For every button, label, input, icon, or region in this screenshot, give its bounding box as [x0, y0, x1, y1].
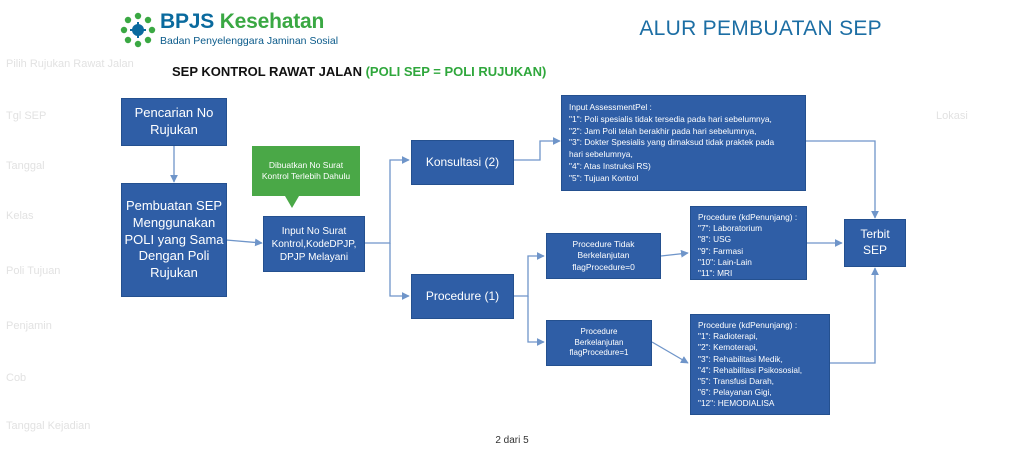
- ghost-line: Poli Tujuan: [6, 265, 61, 277]
- node-terbit-sep: Terbit SEP: [844, 219, 906, 267]
- penunjang-b-item: "2": Kemoterapi,: [698, 342, 758, 353]
- node-procedure: Procedure (1): [411, 274, 514, 319]
- ghost-line: Tgl SEP: [6, 110, 47, 122]
- logo-brand-bpjs: BPJS: [160, 10, 215, 33]
- callout-surat-kontrol: Dibuatkan No Surat Kontrol Terlebih Dahulu: [252, 146, 360, 196]
- node-pembuatan-sep: Pembuatan SEP Menggunakan POLI yang Sama Dengan Poli Rujukan: [121, 183, 227, 297]
- arrow-lanjut-penunjang-b: [652, 342, 688, 363]
- arrow-procedure-tidak: [514, 256, 544, 296]
- penunjang-a-title: Procedure (kdPenunjang) :: [698, 212, 798, 222]
- ghost-line: Kelas: [6, 210, 34, 222]
- ghost-line: Tanggal Kejadian: [6, 420, 91, 432]
- penunjang-b-item: "6": Pelayanan Gigi,: [698, 387, 772, 398]
- ghost-line: Pilih Rujukan Rawat Jalan: [6, 58, 134, 70]
- logo-subtitle: Badan Penyelenggara Jaminan Sosial: [160, 35, 339, 47]
- node-procedure-tidak-berkelanjutan: Procedure Tidak Berkelanjutan flagProcedure=0: [546, 233, 661, 279]
- node-assessment-pel: [561, 95, 806, 191]
- arrow-assessment-terbit: [806, 141, 875, 218]
- penunjang-a-item: "9": Farmasi: [698, 245, 744, 256]
- penunjang-a-item: "8": USG: [698, 234, 732, 245]
- arrow-procedure-lanjut: [528, 296, 544, 342]
- page-number: 2 dari 5: [495, 435, 529, 446]
- subtitle-main: SEP KONTROL RAWAT JALAN: [172, 64, 366, 79]
- ghost-line: Penjamin: [6, 320, 52, 332]
- slide-title: ALUR PEMBUATAN SEP: [639, 17, 882, 40]
- callout-tail: [285, 196, 299, 208]
- ghost-line: Cob: [6, 372, 27, 384]
- penunjang-b-item: "3": Rehabilitasi Medik,: [698, 353, 783, 364]
- node-konsultasi: Konsultasi (2): [411, 140, 514, 185]
- penunjang-b-item: "1": Radioterapi,: [698, 331, 758, 342]
- penunjang-a-item: "11": MRI: [698, 267, 733, 278]
- logo-brand-kesehatan: Kesehatan: [219, 10, 325, 33]
- ghost-line: Lokasi: [936, 110, 968, 122]
- node-input-surat-kontrol: Input No Surat Kontrol,KodeDPJP, DPJP Melayani: [263, 216, 365, 272]
- assessment-title: Input AssessmentPel :: [569, 102, 652, 112]
- assessment-item: "1": Poli spesialis tidak tersedia pada hari sebelumnya,: [569, 113, 772, 124]
- arrow-input-procedure: [390, 243, 409, 296]
- arrow-tidak-penunjang-a: [661, 253, 688, 256]
- assessment-item: "4": Atas Instruksi RS): [569, 160, 651, 171]
- arrow-input-konsultasi: [365, 160, 409, 243]
- node-pencarian-rujukan: Pencarian No Rujukan: [121, 98, 227, 146]
- node-penunjang-a: [690, 206, 807, 280]
- arrow-pembuatan-input: [226, 240, 262, 243]
- assessment-item: hari sebelumnya,: [569, 149, 633, 160]
- penunjang-a-item: "7": Laboratorium: [698, 223, 763, 234]
- ghost-line: Tanggal: [6, 160, 45, 172]
- node-procedure-berkelanjutan: Procedure Berkelanjutan flagProcedure=1: [546, 320, 652, 366]
- penunjang-b-title: Procedure (kdPenunjang) :: [698, 320, 798, 330]
- penunjang-b-item: "5": Transfusi Darah,: [698, 375, 774, 386]
- penunjang-b-item: "12": HEMODIALISA: [698, 398, 775, 409]
- penunjang-b-item: "4": Rehabilitasi Psikososial,: [698, 364, 803, 375]
- assessment-item: "5": Tujuan Kontrol: [569, 172, 639, 183]
- penunjang-a-item: "10": Lain-Lain: [698, 256, 752, 267]
- arrow-penunjang-b-terbit: [830, 268, 875, 363]
- subtitle-highlight: (POLI SEP = POLI RUJUKAN): [365, 64, 547, 79]
- assessment-item: "2": Jam Poli telah berakhir pada hari sebelumnya,: [569, 125, 757, 136]
- node-penunjang-b: [690, 314, 830, 415]
- arrow-konsultasi-assessment: [514, 141, 560, 160]
- assessment-item: "3": Dokter Spesialis yang dimaksud tidak praktek pada: [569, 137, 775, 148]
